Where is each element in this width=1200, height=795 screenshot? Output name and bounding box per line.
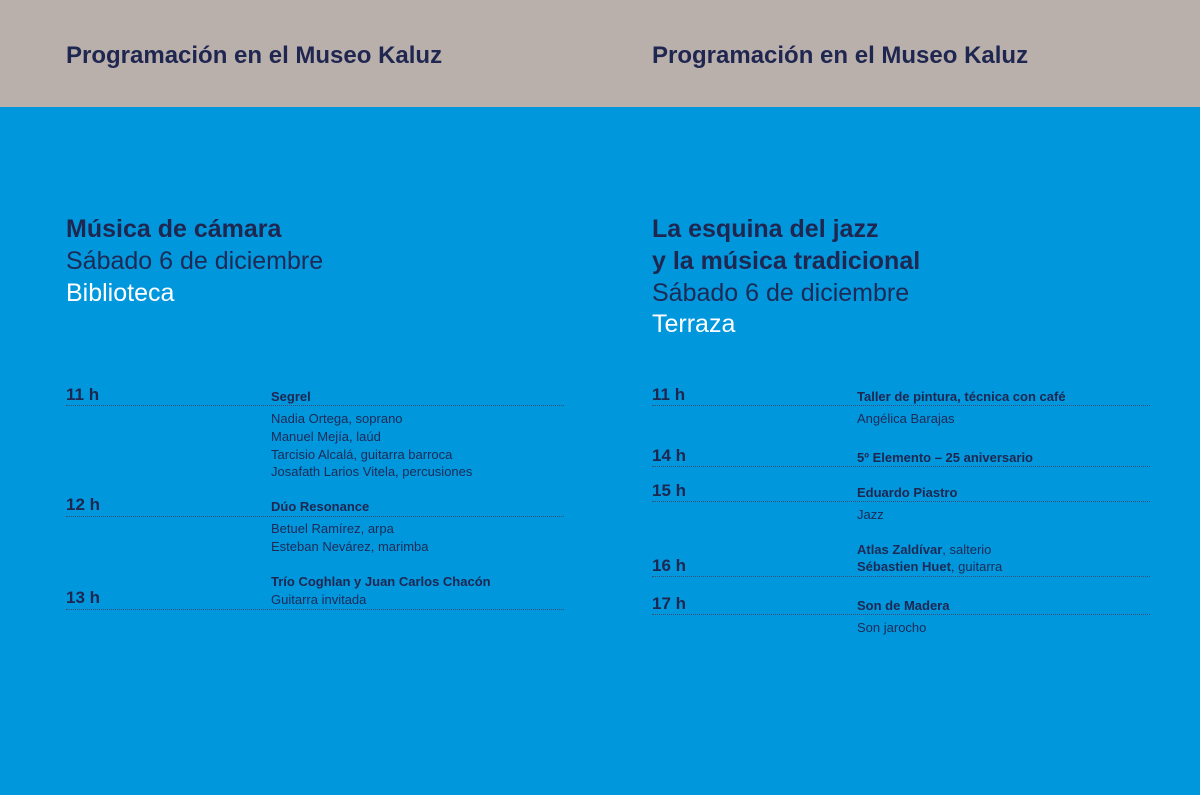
dotted-divider bbox=[66, 609, 564, 610]
section-title: La esquina del jazz bbox=[652, 215, 879, 243]
event-title: Son de Madera bbox=[857, 598, 950, 613]
event-hour: 11 h bbox=[66, 385, 100, 404]
event-title: Segrel bbox=[271, 389, 311, 404]
event-performer: Josafath Larios Vitela, percusiones bbox=[271, 464, 473, 479]
right-page-title: Programación en el Museo Kaluz bbox=[652, 42, 1029, 69]
event-hour: 14 h bbox=[652, 446, 687, 465]
event-genre: Jazz bbox=[857, 507, 884, 522]
event-title: Taller de pintura, técnica con café bbox=[857, 389, 1066, 404]
event-title: Trío Coghlan y Juan Carlos Chacón bbox=[271, 574, 491, 589]
event-performer bbox=[857, 542, 991, 557]
dotted-divider bbox=[652, 614, 1150, 615]
event-title: 5º Elemento – 25 aniversario bbox=[857, 450, 1034, 465]
event-hour: 16 h bbox=[652, 556, 687, 575]
dotted-divider bbox=[652, 501, 1150, 502]
left-program-column bbox=[66, 107, 586, 795]
dotted-divider bbox=[66, 405, 564, 406]
event-performer: Guitarra invitada bbox=[271, 592, 367, 607]
event-hour: 12 h bbox=[66, 495, 101, 514]
event-hour: 15 h bbox=[652, 481, 687, 500]
event-genre: Son jarocho bbox=[857, 620, 927, 635]
dotted-divider bbox=[652, 576, 1150, 577]
performer-name: Atlas Zaldívar bbox=[857, 542, 943, 557]
event-hour: 13 h bbox=[66, 588, 101, 607]
right-program-column bbox=[652, 107, 1172, 795]
section-date: Sábado 6 de diciembre bbox=[652, 279, 910, 307]
left-page-title: Programación en el Museo Kaluz bbox=[66, 42, 443, 69]
event-performer: Angélica Barajas bbox=[857, 411, 955, 426]
event-performer bbox=[857, 559, 1002, 574]
event-title: Dúo Resonance bbox=[271, 499, 370, 514]
performer-role: , salterio bbox=[942, 542, 992, 557]
event-title: Eduardo Piastro bbox=[857, 485, 958, 500]
section-venue: Biblioteca bbox=[66, 279, 175, 307]
dotted-divider bbox=[66, 516, 564, 517]
performer-name: Sébastien Huet bbox=[857, 559, 951, 574]
dotted-divider bbox=[652, 405, 1150, 406]
event-performer: Tarcisio Alcalá, guitarra barroca bbox=[271, 447, 453, 462]
event-performer: Nadia Ortega, soprano bbox=[271, 411, 403, 426]
event-hour: 17 h bbox=[652, 594, 687, 613]
performer-role: , guitarra bbox=[950, 559, 1003, 574]
page-header bbox=[0, 0, 1200, 107]
section-title-line2: y la música tradicional bbox=[652, 247, 921, 275]
event-hour: 11 h bbox=[652, 385, 686, 404]
event-performer: Esteban Nevárez, marimba bbox=[271, 539, 429, 554]
event-performer: Manuel Mejía, laúd bbox=[271, 429, 381, 444]
section-title: Música de cámara bbox=[66, 215, 282, 243]
dotted-divider bbox=[652, 466, 1150, 467]
section-venue: Terraza bbox=[652, 310, 736, 338]
section-date: Sábado 6 de diciembre bbox=[66, 247, 324, 275]
event-performer: Betuel Ramírez, arpa bbox=[271, 521, 394, 536]
